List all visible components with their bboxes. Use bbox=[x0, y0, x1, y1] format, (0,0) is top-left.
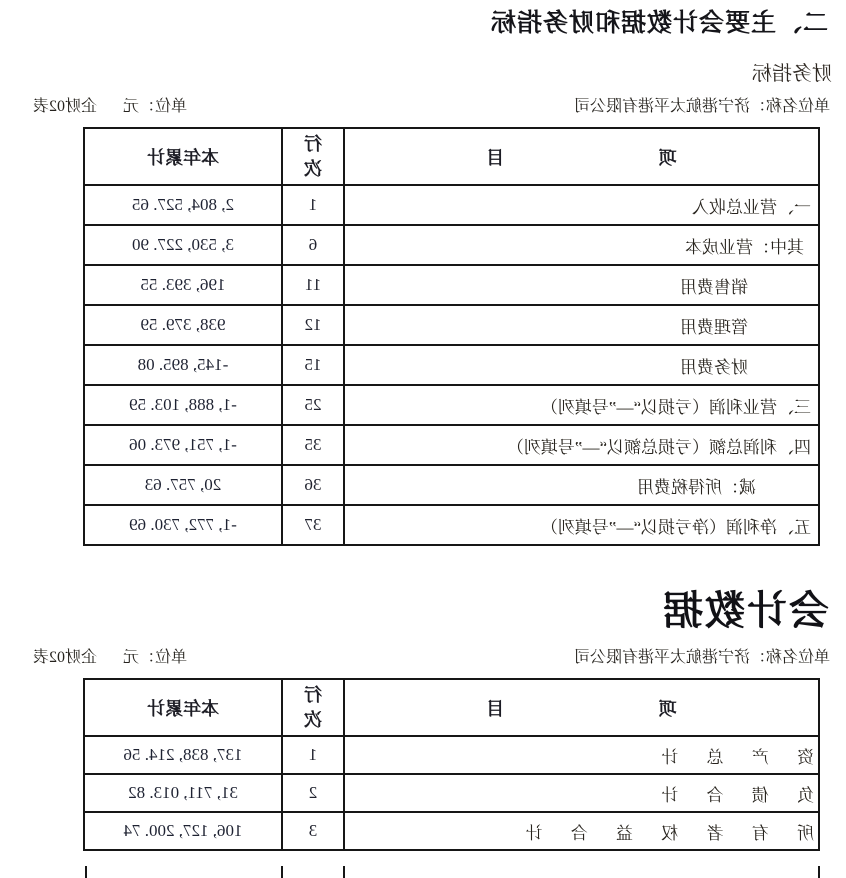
item-cell: 一、营业总收入 bbox=[344, 185, 819, 225]
item-cell: 资 产 总 计 bbox=[344, 736, 819, 774]
line-no-cell: 2 bbox=[282, 774, 344, 812]
clipped-next-row-border bbox=[85, 866, 87, 878]
table-row bbox=[84, 265, 819, 305]
amount-cell: 938, 379. 59 bbox=[84, 305, 282, 345]
line-no-header-text: 行次 bbox=[304, 684, 322, 730]
table-row bbox=[84, 736, 819, 774]
unit-label: 单位：元 bbox=[123, 649, 188, 666]
accounting-data-table bbox=[83, 678, 820, 851]
line-no-cell: 1 bbox=[282, 185, 344, 225]
table-row bbox=[84, 465, 819, 505]
item-cell: 负 债 合 计 bbox=[344, 774, 819, 812]
column-header-item: 项 目 bbox=[344, 679, 819, 736]
column-header-item: 项 目 bbox=[344, 128, 819, 185]
unit-and-form bbox=[33, 647, 187, 669]
line-no-cell: 37 bbox=[282, 505, 344, 545]
amount-cell: 2, 804, 527. 65 bbox=[84, 185, 282, 225]
line-no-cell: 11 bbox=[282, 265, 344, 305]
column-header-amount: 本年累计 bbox=[84, 128, 282, 185]
line-no-cell: 15 bbox=[282, 345, 344, 385]
column-header-line-no bbox=[282, 679, 344, 736]
line-no-cell: 35 bbox=[282, 425, 344, 465]
unit-name-label: 单位名称：济宁港航太平港有限公司 bbox=[573, 98, 830, 115]
section-title: 二、主要会计数据和财务指标 bbox=[489, 10, 828, 37]
form-number-label: 企财02表 bbox=[33, 98, 98, 115]
amount-cell: 3, 530, 227. 90 bbox=[84, 225, 282, 265]
subsection-title-financial-indicators: 财务指标 bbox=[752, 63, 832, 85]
amount-cell: 196, 393. 55 bbox=[84, 265, 282, 305]
item-cell: 其中：营业成本 bbox=[344, 225, 819, 265]
accounting-data-title: 会计数据 bbox=[661, 588, 829, 633]
line-no-header-text: 行次 bbox=[304, 133, 322, 179]
line-no-cell: 25 bbox=[282, 385, 344, 425]
table-row bbox=[84, 225, 819, 265]
unit-label: 单位：元 bbox=[123, 98, 188, 115]
line-no-cell: 1 bbox=[282, 736, 344, 774]
table-row bbox=[84, 425, 819, 465]
unit-and-form bbox=[33, 96, 187, 118]
amount-cell: -1, 751, 973. 06 bbox=[84, 425, 282, 465]
column-header-line-no bbox=[282, 128, 344, 185]
amount-cell: 31, 711, 013. 82 bbox=[84, 774, 282, 812]
amount-cell: 20, 757. 63 bbox=[84, 465, 282, 505]
unit-info-line bbox=[0, 87, 846, 118]
item-cell: 销售费用 bbox=[344, 265, 819, 305]
item-cell: 五、净利润（净亏损以“—”号填列） bbox=[344, 505, 819, 545]
item-cell: 财务费用 bbox=[344, 345, 819, 385]
clipped-next-row-border bbox=[281, 866, 283, 878]
financial-indicators-table bbox=[83, 127, 820, 546]
item-cell: 所 有 者 权 益 合 计 bbox=[344, 812, 819, 850]
clipped-next-row-border bbox=[343, 866, 345, 878]
table-header-row bbox=[84, 128, 819, 185]
form-number-label: 企财02表 bbox=[33, 649, 98, 666]
unit-info-line bbox=[0, 636, 846, 669]
table-row bbox=[84, 305, 819, 345]
line-no-cell: 36 bbox=[282, 465, 344, 505]
table-row bbox=[84, 385, 819, 425]
amount-cell: 137, 838, 214. 56 bbox=[84, 736, 282, 774]
amount-cell: -145, 895. 08 bbox=[84, 345, 282, 385]
amount-cell: -1, 888, 103. 59 bbox=[84, 385, 282, 425]
line-no-cell: 3 bbox=[282, 812, 344, 850]
amount-cell: 106, 127, 200. 74 bbox=[84, 812, 282, 850]
table-row bbox=[84, 812, 819, 850]
line-no-cell: 6 bbox=[282, 225, 344, 265]
column-header-amount: 本年累计 bbox=[84, 679, 282, 736]
table-row bbox=[84, 345, 819, 385]
clipped-next-row-border bbox=[818, 866, 820, 878]
line-no-cell: 12 bbox=[282, 305, 344, 345]
item-cell: 三、营业利润（亏损以“—”号填列） bbox=[344, 385, 819, 425]
unit-name-label: 单位名称：济宁港航太平港有限公司 bbox=[573, 649, 830, 666]
item-cell: 管理费用 bbox=[344, 305, 819, 345]
item-cell: 减：所得税费用 bbox=[344, 465, 819, 505]
table-row bbox=[84, 505, 819, 545]
table-row bbox=[84, 185, 819, 225]
table-header-row bbox=[84, 679, 819, 736]
item-cell: 四、利润总额（亏损总额以“—”号填列） bbox=[344, 425, 819, 465]
amount-cell: -1, 772, 730. 69 bbox=[84, 505, 282, 545]
table-row bbox=[84, 774, 819, 812]
